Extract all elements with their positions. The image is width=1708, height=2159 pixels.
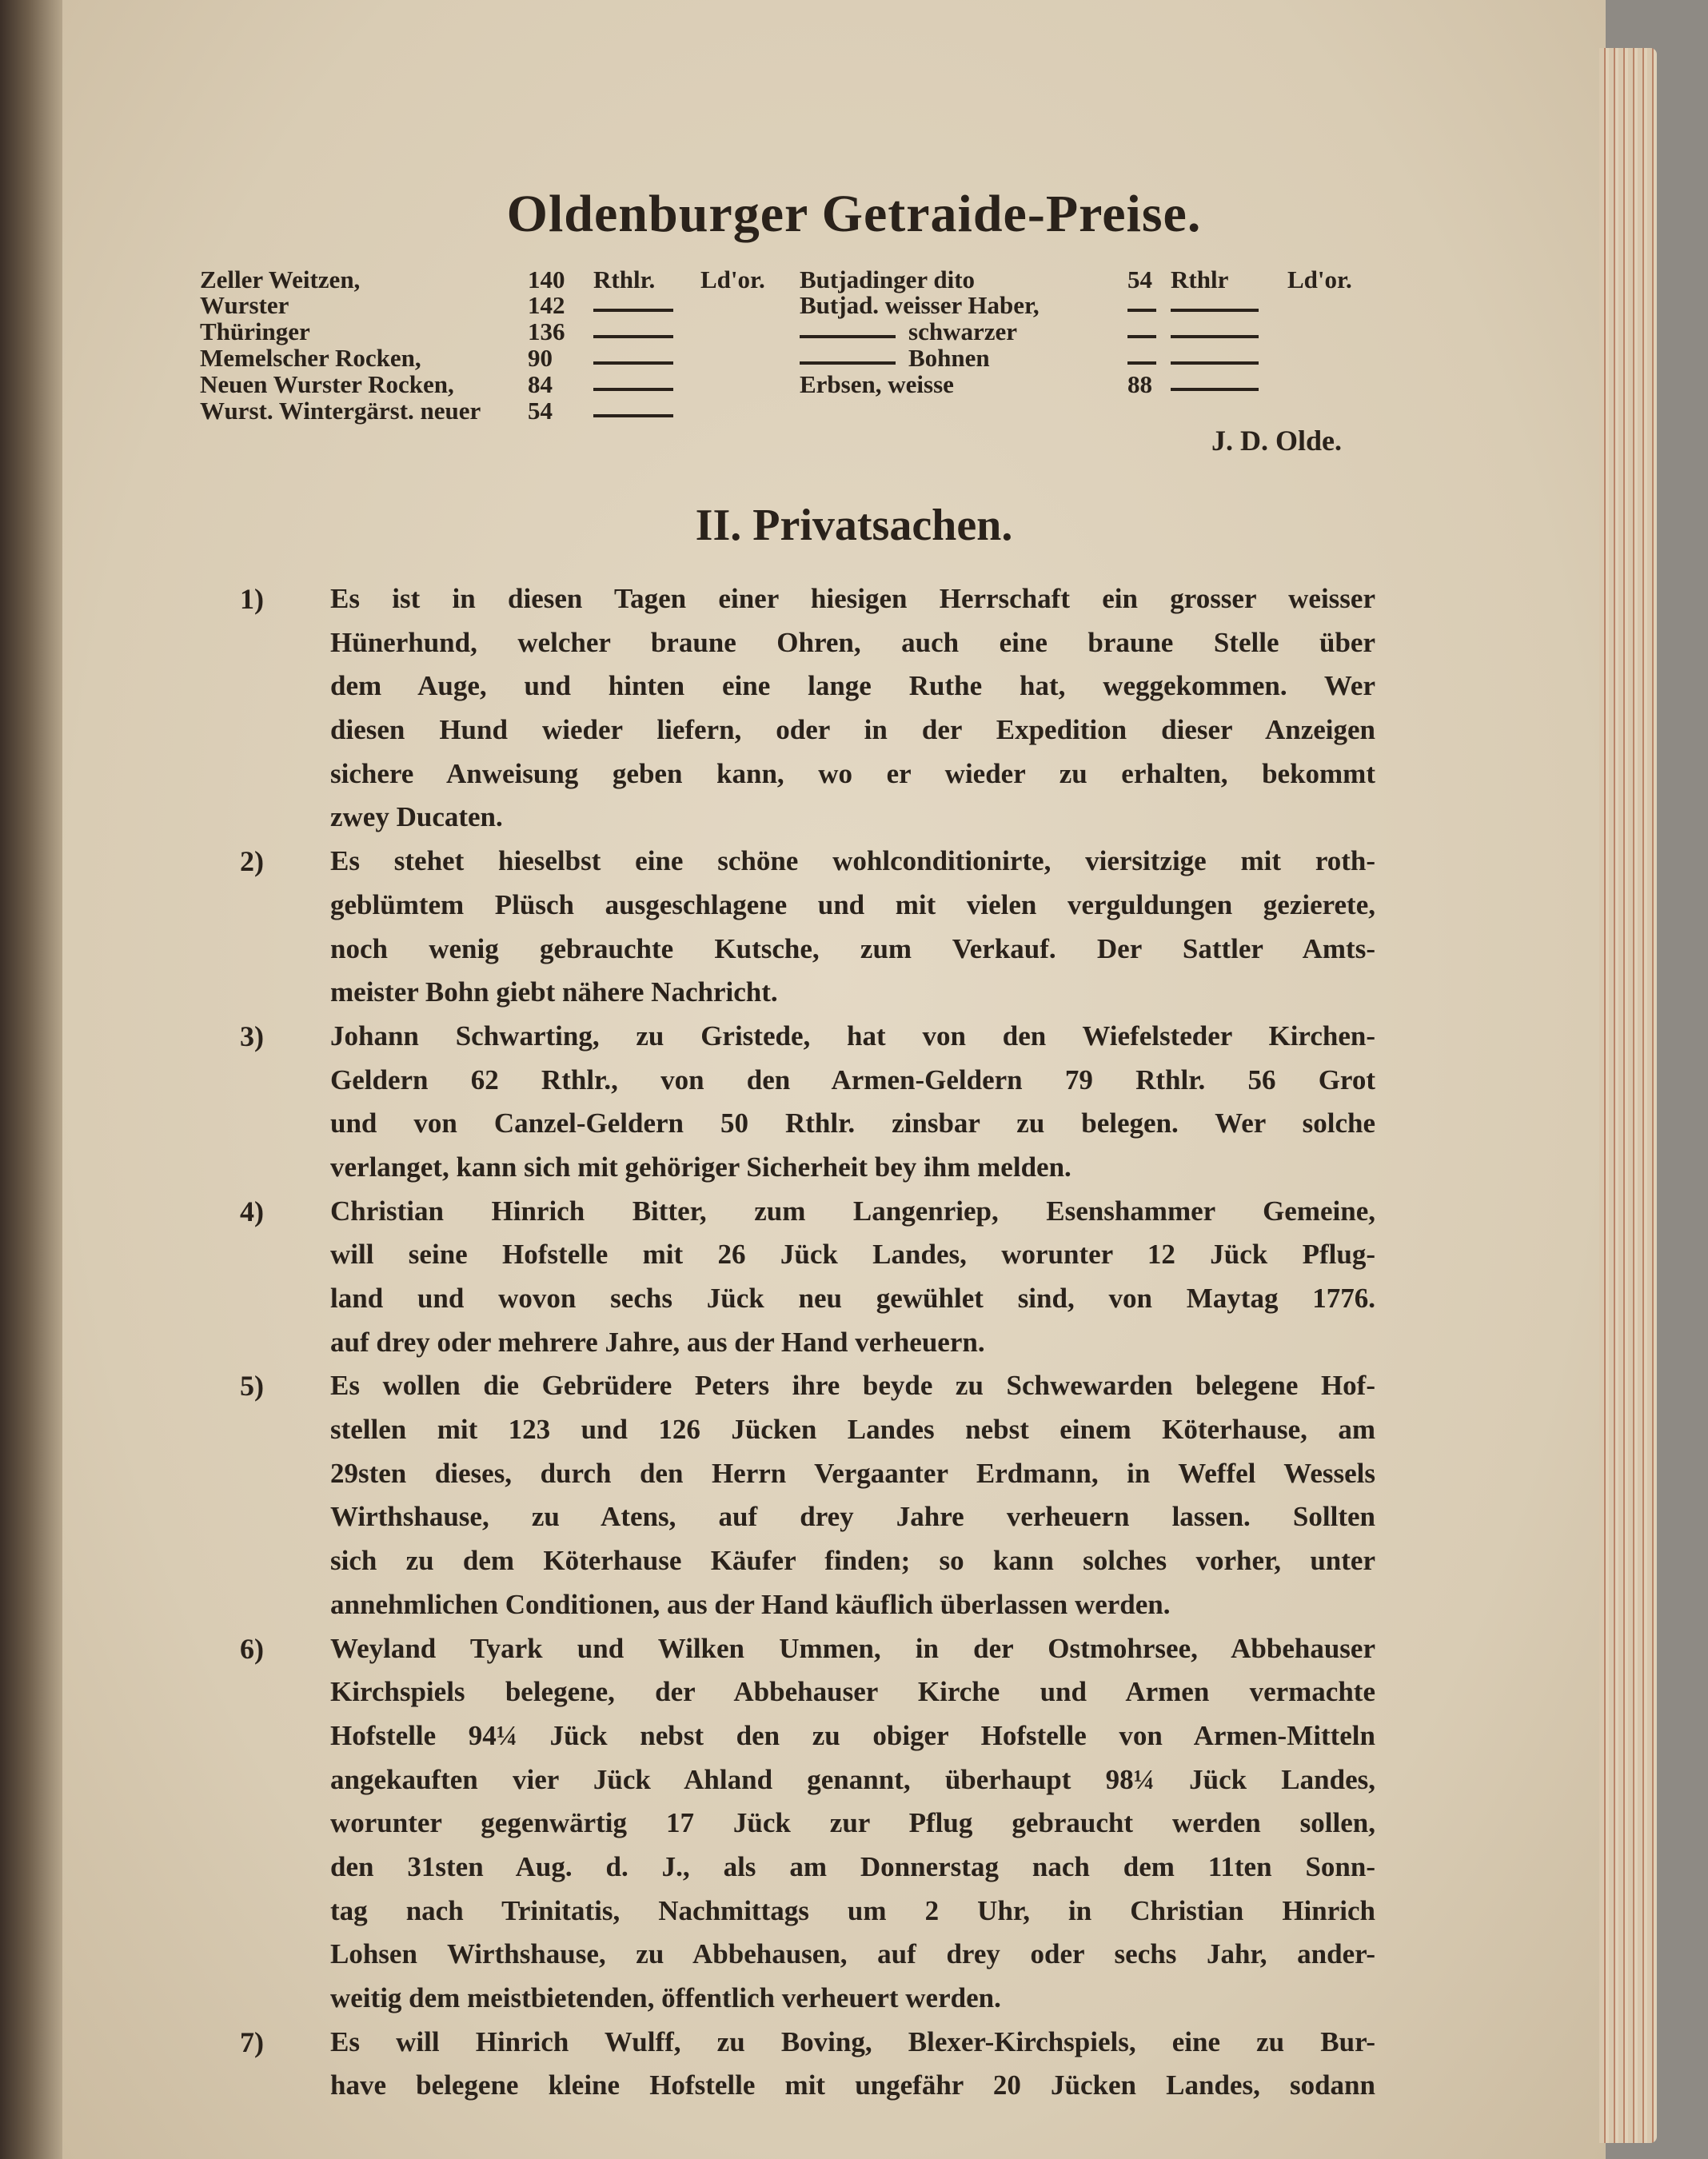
notice-line: und von Canzel-Geldern 50 Rthlr. zinsbar zu belegen. Wer solche (330, 1107, 1375, 1139)
notice-line: den 31sten Aug. d. J., als am Donnerstag nach dem 11ten Sonn- (330, 1850, 1375, 1882)
notice-number: 3) (240, 1020, 264, 1052)
notice-line: Hofstelle 94¼ Jück nebst den zu obiger Hofstelle von Armen-Mitteln (330, 1719, 1375, 1751)
notice-line: annehmlichen Conditionen, aus der Hand käuflich überlassen werden. (330, 1588, 1171, 1620)
ditto-dash (1171, 388, 1259, 391)
ditto-dash (593, 388, 673, 391)
notice (240, 1190, 1375, 1365)
notice-number: 4) (240, 1195, 264, 1227)
notice (240, 840, 1375, 1015)
notice-number: 5) (240, 1370, 264, 1403)
ditto-dash (1171, 309, 1259, 312)
price-value: 140 (528, 265, 565, 293)
notice-line: sich zu dem Köterhause Käufer finden; so kann solches vorher, unter (330, 1545, 1375, 1577)
page-edges (1599, 48, 1657, 2143)
section-heading: II. Privatsachen. (695, 501, 1013, 550)
price-label: schwarzer (908, 317, 1017, 345)
notice-line: geblümtem Plüsch ausgeschlagene und mit vielen verguldungen gezierete, (330, 888, 1375, 920)
signature: J. D. Olde. (1211, 425, 1343, 457)
price-value: 88 (1127, 370, 1152, 398)
notice-line: Es will Hinrich Wulff, zu Boving, Blexer-Kirchspiels, eine zu Bur- (330, 2025, 1375, 2057)
notice-line: Hünerhund, welcher braune Ohren, auch eine braune Stelle über (330, 626, 1375, 658)
notice-number: 6) (240, 1632, 264, 1665)
notice-line: Es ist in diesen Tagen einer hiesigen Herrschaft ein grosser weisser (330, 583, 1375, 614)
price-unit: Rthlr. (593, 265, 656, 293)
price-unit: Rthlr (1171, 265, 1229, 293)
notice-line: angekauften vier Jück Ahland genannt, überhaupt 98¼ Jück Landes, (330, 1763, 1375, 1795)
notice-line: dem Auge, und hinten eine lange Ruthe hat, weggekommen. Wer (330, 670, 1375, 702)
price-value: 142 (528, 291, 565, 319)
price-value: 90 (528, 344, 553, 372)
ditto-dash (593, 309, 673, 312)
notice (240, 1627, 1375, 2021)
price-label: Butjad. weisser Haber, (800, 291, 1040, 319)
ditto-dash (800, 335, 896, 338)
notices (240, 577, 1375, 2108)
price-label: Butjadinger dito (800, 265, 976, 293)
ditto-dash (593, 414, 673, 417)
price-label: Memelscher Rocken, (200, 344, 421, 372)
notice-line: Christian Hinrich Bitter, zum Langenriep, Esenshammer Gemeine, (330, 1195, 1375, 1227)
price-label: Wurster (200, 291, 289, 319)
notice-line: land und wovon sechs Jück neu gewühlet sind, von Maytag 1776. (330, 1283, 1375, 1314)
notice-number: 7) (240, 2025, 264, 2058)
notice-line: Kirchspiels belegene, der Abbehauser Kirche und Armen vermachte (330, 1676, 1375, 1708)
notice (240, 1364, 1375, 1626)
notice-line: Es wollen die Gebrüdere Peters ihre beyde zu Schwewarden belegene Hof- (330, 1370, 1375, 1402)
notice (240, 1015, 1375, 1190)
notice-line: Geldern 62 Rthlr., von den Armen-Geldern 79 Rthlr. 56 Grot (330, 1064, 1375, 1095)
price-label: Zeller Weitzen, (200, 265, 361, 293)
price-value: 54 (1127, 265, 1152, 293)
notice-line: verlanget, kann sich mit gehöriger Sicherheit bey ihm melden. (330, 1151, 1071, 1183)
notice-line: meister Bohn giebt nähere Nachricht. (330, 976, 778, 1008)
notice-line: tag nach Trinitatis, Nachmittags um 2 Uhr, in Christian Hinrich (330, 1894, 1375, 1926)
price-label: Wurst. Wintergärst. neuer (200, 397, 481, 425)
notice-line: have belegene kleine Hofstelle mit ungefähr 20 Jücken Landes, sodann (330, 2069, 1375, 2101)
notice-line: will seine Hofstelle mit 26 Jück Landes, worunter 12 Jück Pflug- (330, 1239, 1375, 1271)
price-label: Thüringer (200, 317, 310, 345)
ditto-dash (1171, 361, 1259, 365)
price-unit2: Ld'or. (700, 265, 765, 293)
notice-line: 29sten dieses, durch den Herrn Vergaanter Erdmann, in Weffel Wessels (330, 1457, 1375, 1489)
ditto-dash (1127, 361, 1156, 365)
price-label: Neuen Wurster Rocken, (200, 370, 454, 398)
notice (240, 577, 1375, 840)
notice-line: diesen Hund wieder liefern, oder in der Expedition dieser Anzeigen (330, 714, 1375, 746)
notice-line: Weyland Tyark und Wilken Ummen, in der Ostmohrsee, Abbehauser (330, 1632, 1375, 1664)
notice-line: zwey Ducaten. (330, 801, 503, 833)
ditto-dash (1127, 335, 1156, 338)
notice-line: Johann Schwarting, zu Gristede, hat von den Wiefelsteder Kirchen- (330, 1020, 1375, 1052)
price-unit2: Ld'or. (1287, 265, 1352, 293)
book-spine (0, 0, 64, 2159)
notice-line: worunter gegenwärtig 17 Jück zur Pflug gebraucht werden sollen, (330, 1807, 1375, 1839)
price-value: 84 (528, 370, 553, 398)
price-value: 136 (528, 317, 565, 345)
price-value: 54 (528, 397, 553, 425)
notice-number: 1) (240, 583, 264, 615)
notice-line: Es stehet hieselbst eine schöne wohlconditionirte, viersitzige mit roth- (330, 845, 1375, 877)
price-label: Erbsen, weisse (800, 370, 954, 398)
notice-number: 2) (240, 845, 264, 878)
ditto-dash (800, 361, 896, 365)
notice-line: stellen mit 123 und 126 Jücken Landes nebst einem Köterhause, am (330, 1414, 1375, 1446)
ditto-dash (1127, 309, 1156, 312)
notice-line: noch wenig gebrauchte Kutsche, zum Verkauf. Der Sattler Amts- (330, 932, 1375, 964)
notice-line: Lohsen Wirthshause, zu Abbehausen, auf drey oder sechs Jahr, ander- (330, 1938, 1375, 1970)
notice (240, 2021, 1375, 2108)
ditto-dash (1171, 335, 1259, 338)
page-title: Oldenburger Getraide-Preise. (506, 185, 1202, 243)
notice-line: sichere Anweisung geben kann, wo er wieder zu erhalten, bekommt (330, 757, 1375, 789)
notice-line: Wirthshause, zu Atens, auf drey Jahre verheuern lassen. Sollten (330, 1501, 1375, 1533)
notice-line: auf drey oder mehrere Jahre, aus der Hand verheuern. (330, 1326, 985, 1358)
ditto-dash (593, 335, 673, 338)
ditto-dash (593, 361, 673, 365)
notice-line: weitig dem meistbietenden, öffentlich verheuert werden. (330, 1982, 1001, 2013)
price-label: Bohnen (908, 344, 990, 372)
